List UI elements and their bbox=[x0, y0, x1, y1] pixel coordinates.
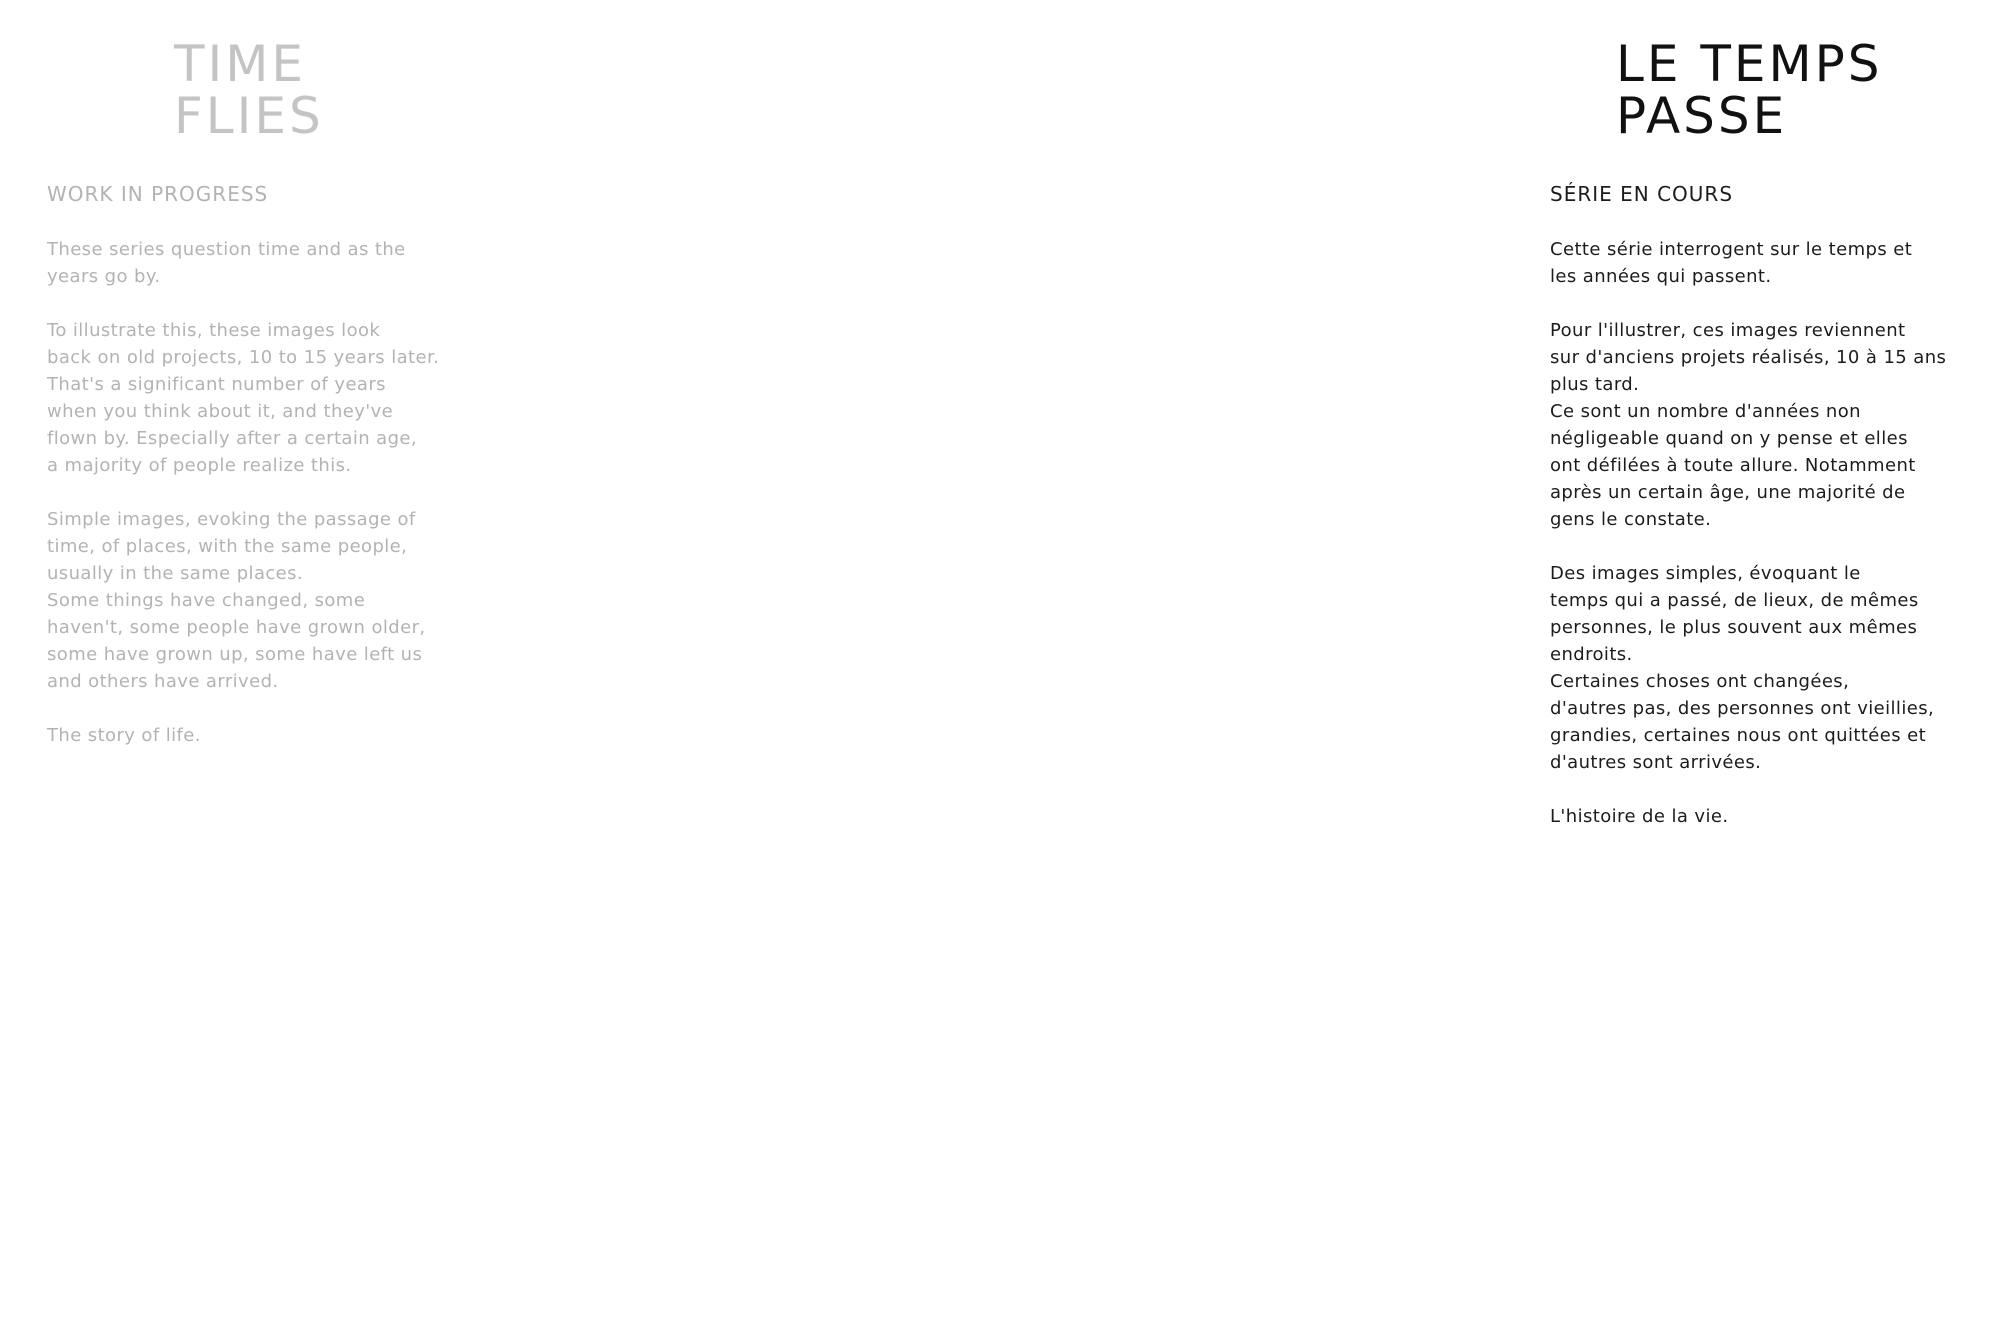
text-line: endroits. bbox=[1550, 644, 1633, 665]
french-paragraph-1 bbox=[1550, 236, 1990, 290]
french-title-line-1: LE TEMPS bbox=[1616, 35, 1883, 93]
text-line: après un certain âge, une majorité de bbox=[1550, 482, 1906, 503]
text-line: time, of places, with the same people, bbox=[47, 536, 408, 557]
english-paragraph-1 bbox=[47, 236, 487, 290]
french-paragraph-4 bbox=[1550, 803, 1990, 830]
english-subtitle: WORK IN PROGRESS bbox=[47, 182, 269, 206]
french-subtitle: SÉRIE EN COURS bbox=[1550, 182, 1734, 206]
text-line: when you think about it, and they've bbox=[47, 401, 394, 422]
text-line: sur d'anciens projets réalisés, 10 à 15 ans bbox=[1550, 347, 1947, 368]
text-line: négligeable quand on y pense et elles bbox=[1550, 428, 1908, 449]
english-body bbox=[47, 236, 487, 776]
english-paragraph-3 bbox=[47, 506, 487, 695]
text-line: d'autres pas, des personnes ont vieillies, bbox=[1550, 698, 1935, 719]
text-line: ont défilées à toute allure. Notamment bbox=[1550, 455, 1916, 476]
french-title bbox=[1616, 35, 1883, 145]
french-paragraph-3 bbox=[1550, 560, 1990, 776]
text-line: temps qui a passé, de lieux, de mêmes bbox=[1550, 590, 1919, 611]
text-line: Some things have changed, some bbox=[47, 590, 366, 611]
text-line: back on old projects, 10 to 15 years later. bbox=[47, 347, 440, 368]
text-line: and others have arrived. bbox=[47, 671, 279, 692]
text-line: a majority of people realize this. bbox=[47, 455, 352, 476]
text-line: les années qui passent. bbox=[1550, 266, 1772, 287]
text-line: d'autres sont arrivées. bbox=[1550, 752, 1762, 773]
text-line: Simple images, evoking the passage of bbox=[47, 509, 416, 530]
english-title-line-1: TIME bbox=[174, 35, 307, 93]
text-line: Des images simples, évoquant le bbox=[1550, 563, 1861, 584]
text-line: flown by. Especially after a certain age, bbox=[47, 428, 418, 449]
text-line: gens le constate. bbox=[1550, 509, 1712, 530]
english-paragraph-4 bbox=[47, 722, 487, 749]
text-line: Pour l'illustrer, ces images reviennent bbox=[1550, 320, 1906, 341]
text-line: some have grown up, some have left us bbox=[47, 644, 423, 665]
text-line: grandies, certaines nous ont quittées et bbox=[1550, 725, 1927, 746]
text-line: Certaines choses ont changées, bbox=[1550, 671, 1850, 692]
text-line: The story of life. bbox=[47, 725, 201, 746]
english-title-line-2: FLIES bbox=[174, 87, 324, 145]
text-line: To illustrate this, these images look bbox=[47, 320, 381, 341]
english-paragraph-2 bbox=[47, 317, 487, 479]
english-title bbox=[174, 35, 324, 145]
text-line: That's a significant number of years bbox=[47, 374, 386, 395]
text-line: haven't, some people have grown older, bbox=[47, 617, 426, 638]
text-line: personnes, le plus souvent aux mêmes bbox=[1550, 617, 1918, 638]
french-title-line-2: PASSE bbox=[1616, 87, 1788, 145]
french-body bbox=[1550, 236, 1990, 857]
french-paragraph-2 bbox=[1550, 317, 1990, 533]
text-line: These series question time and as the bbox=[47, 239, 406, 260]
text-line: Ce sont un nombre d'années non bbox=[1550, 401, 1861, 422]
text-line: plus tard. bbox=[1550, 374, 1640, 395]
text-line: L'histoire de la vie. bbox=[1550, 806, 1729, 827]
text-line: usually in the same places. bbox=[47, 563, 304, 584]
text-line: Cette série interrogent sur le temps et bbox=[1550, 239, 1913, 260]
text-line: years go by. bbox=[47, 266, 161, 287]
